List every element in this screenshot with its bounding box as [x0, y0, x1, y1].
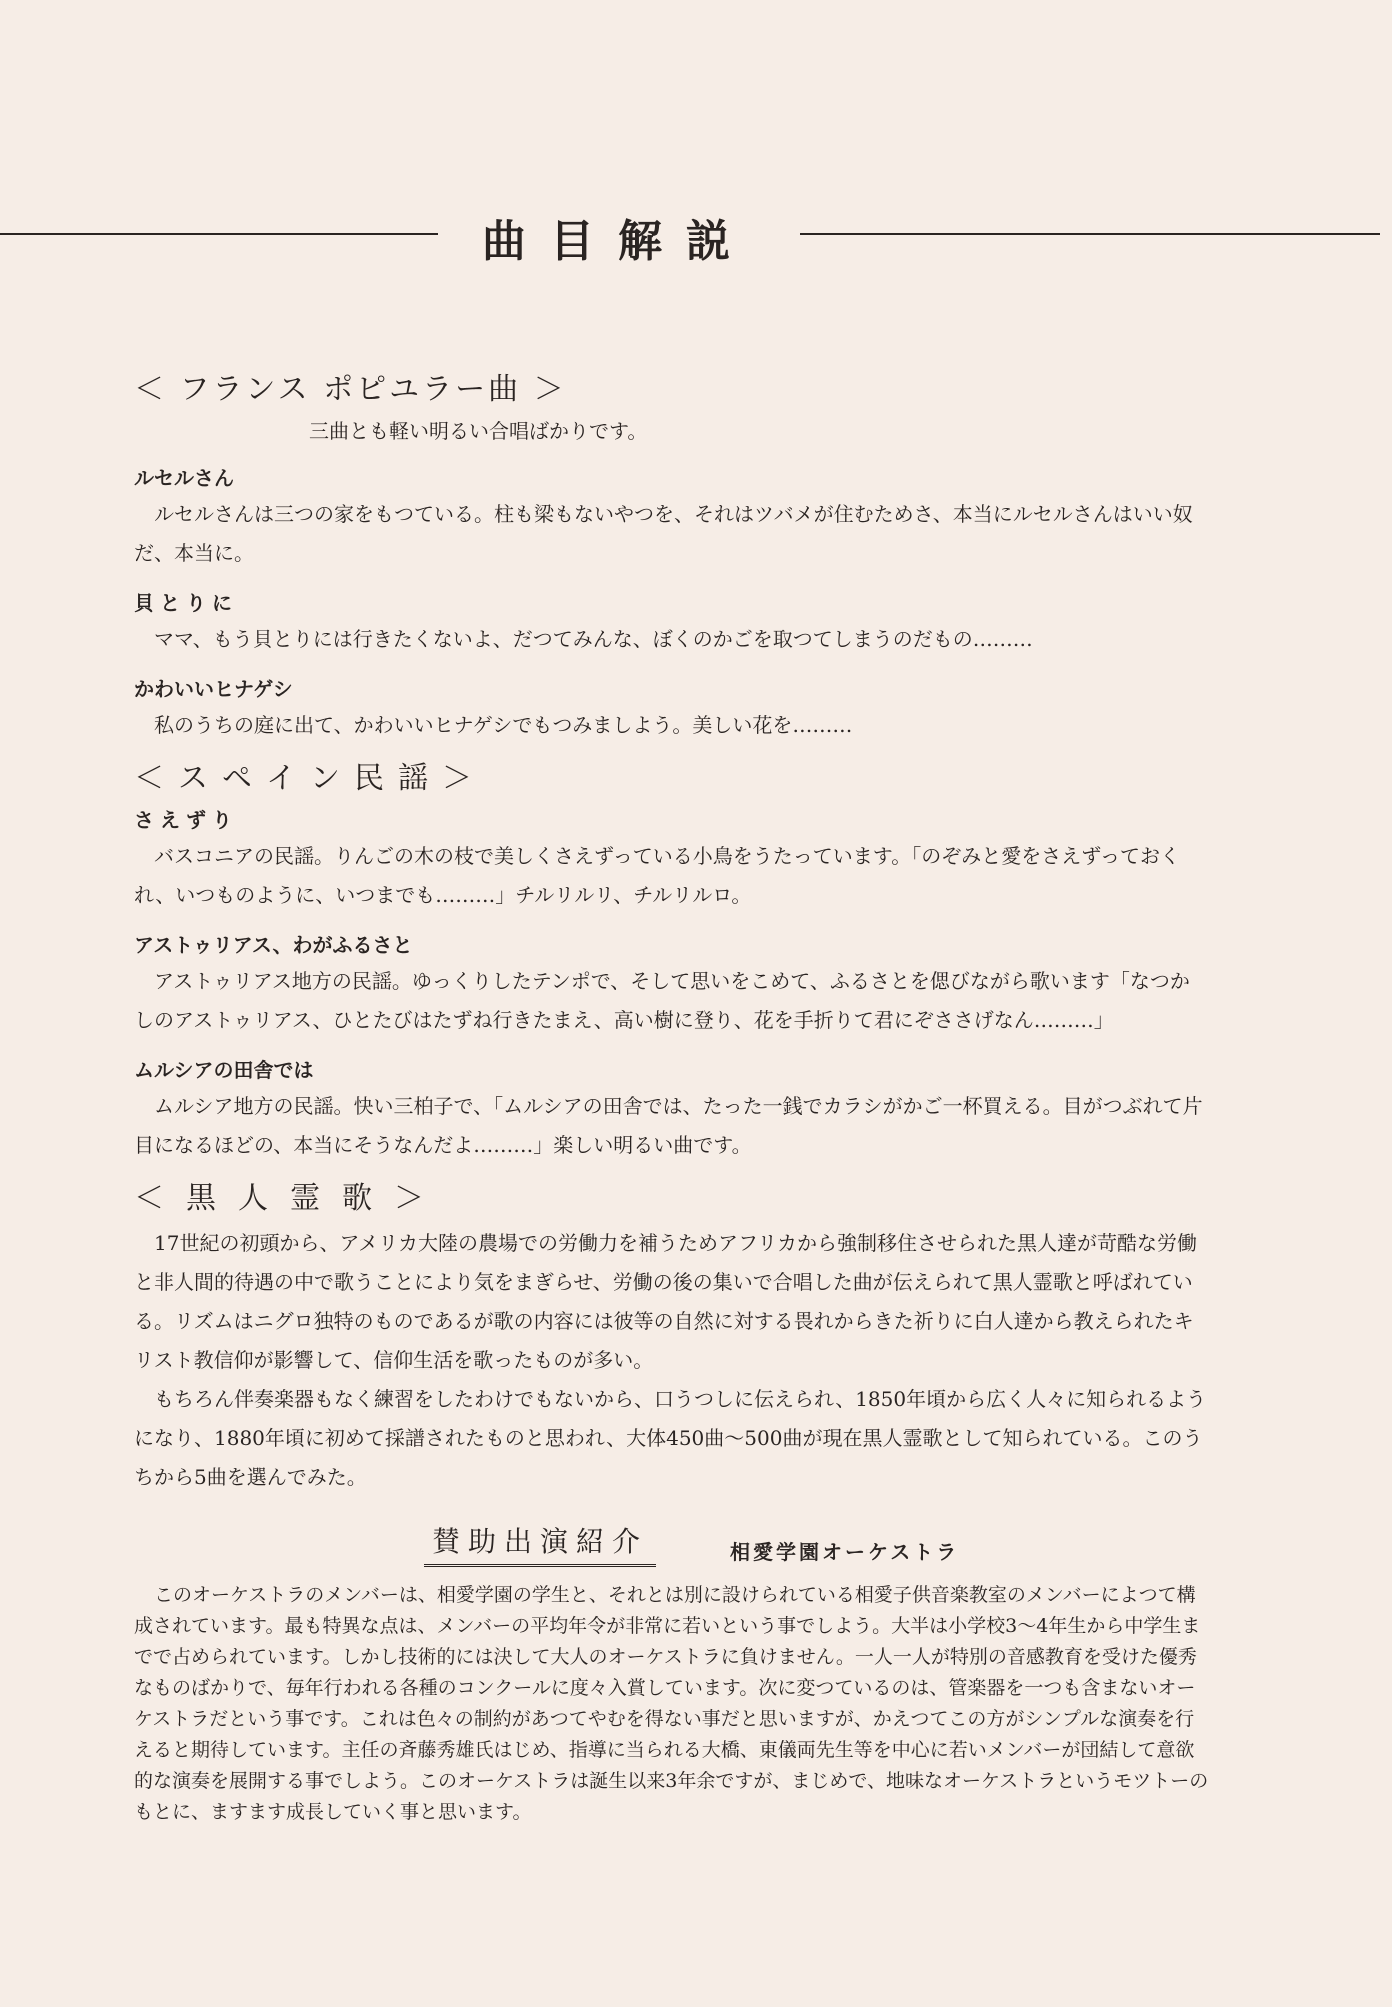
page-title: 曲目解説 — [482, 216, 754, 267]
section-heading: ＜スペイン民謡＞ — [134, 761, 486, 796]
section-paragraph: 17世紀の初頭から、アメリカ大陸の農場での労働力を補うためアフリカから強制移住させられた黒人達が苛酷な労働と非人間的待遇の中で歌うことにより気をまぎらせ、労働の後の集いで合唱した曲が伝えられて黒人霊歌と呼ばれている。リズムはニグロ独特のものであるが歌の内容には彼等の自然に対する畏れからきた祈りに白人達から教えられたキリスト教信仰が影響して、信仰生活を歌ったものが多い。 — [134, 1231, 1198, 1372]
song-description: ムルシア地方の民謡。快い三柏子で、「ムルシアの田舎では、たった一銭でカラシがかご一杯買える。目がつぶれて片目になるほどの、本当にそうなんだよ………」楽しい明るい曲です。 — [134, 1094, 1203, 1157]
song-description: ママ、もう貝とりには行きたくないよ、だつてみんな、ぼくのかごを取つてしまうのだもの……… — [154, 627, 1033, 651]
section-heading: ＜黒人霊歌＞ — [134, 1181, 446, 1216]
song-title: かわいいヒナゲシ — [134, 677, 293, 701]
song-title: ルセルさん — [134, 466, 234, 490]
section-negro-spirituals — [134, 1179, 1209, 1497]
guest-description: このオーケストラのメンバーは、相愛学園の学生と、それとは別に設けられている相愛子供音楽教室のメンバーによつて構成されています。最も特異な点は、メンバーの平均年令が非常に若いという事でしよう。大半は小学校3〜4年生から中学生までで占められています。しかし技術的には決して大人のオーケストラに負けません。一人一人が特別の音感教育を受けた優秀なものばかりで、毎年行われる各種のコンクールに度々入賞しています。次に変つているのは、管楽器を一つも含まないオーケストラだという事です。これは色々の制約があつてやむを得ない事だと思いますが、かえつてこの方がシンプルな演奏を行えると期待しています。主任の斉藤秀雄氏はじめ、指導に当られる大橋、東儀両先生等を中心に若いメンバーが団結して意欲的な演奏を展開する事でしよう。このオーケストラは誕生以来3年余ですが、まじめで、地味なオーケストラというモツトーのもとに、ますます成長していく事と思います。 — [134, 1584, 1209, 1823]
song-description: アストゥリアス地方の民謡。ゆっくりしたテンポで、そして思いをこめて、ふるさとを偲びながら歌います「なつかしのアストゥリアス、ひとたびはたずね行きたまえ、高い樹に登り、花を手折りて君にぞささげなん………」 — [134, 969, 1190, 1032]
song-title: アストゥリアス、わがふるさと — [134, 933, 413, 957]
section-paragraph: もちろん伴奏楽器もなく練習をしたわけでもないから、口うつしに伝えられ、1850年頃から広く人々に知られるようになり、1880年頃に初めて採譜されたものと思われ、大体450曲〜500曲が現在黒人霊歌として知られている。このうちから5曲を選んでみた。 — [134, 1387, 1207, 1489]
guest-orchestra-name: 相愛学園オーケストラ — [730, 1540, 960, 1564]
title-rule-left — [0, 233, 438, 235]
song-title: さえずり — [134, 808, 238, 832]
song-description: 私のうちの庭に出て、かわいいヒナゲシでもつみましよう。美しい花を……… — [154, 713, 853, 737]
song-title: 貝とりに — [134, 591, 238, 615]
section-spanish-folk — [134, 759, 1209, 1165]
section-note: 三曲とも軽い明るい合唱ばかりです。 — [309, 419, 648, 443]
guest-performer-section — [134, 1520, 1209, 1828]
section-heading: ＜ フランス ポピユラー曲 ＞ — [134, 372, 567, 407]
guest-header — [134, 1520, 1209, 1580]
guest-section-title: 賛助出演紹介 — [424, 1520, 656, 1567]
section-french-popular — [134, 370, 1209, 745]
song-description: ルセルさんは三つの家をもつている。柱も梁もないやつを、それはツバメが住むためさ、本当にルセルさんはいい奴だ、本当に。 — [134, 502, 1193, 565]
song-title: ムルシアの田舎では — [134, 1058, 314, 1082]
program-notes — [134, 370, 1209, 1497]
song-description: バスコニアの民謡。りんごの木の枝で美しくさえずっている小鳥をうたっています。「のぞみと愛をさえずっておくれ、いつものように、いつまでも………」チルリルリ、チルリルロ。 — [134, 844, 1180, 907]
title-rule-right — [800, 233, 1380, 235]
